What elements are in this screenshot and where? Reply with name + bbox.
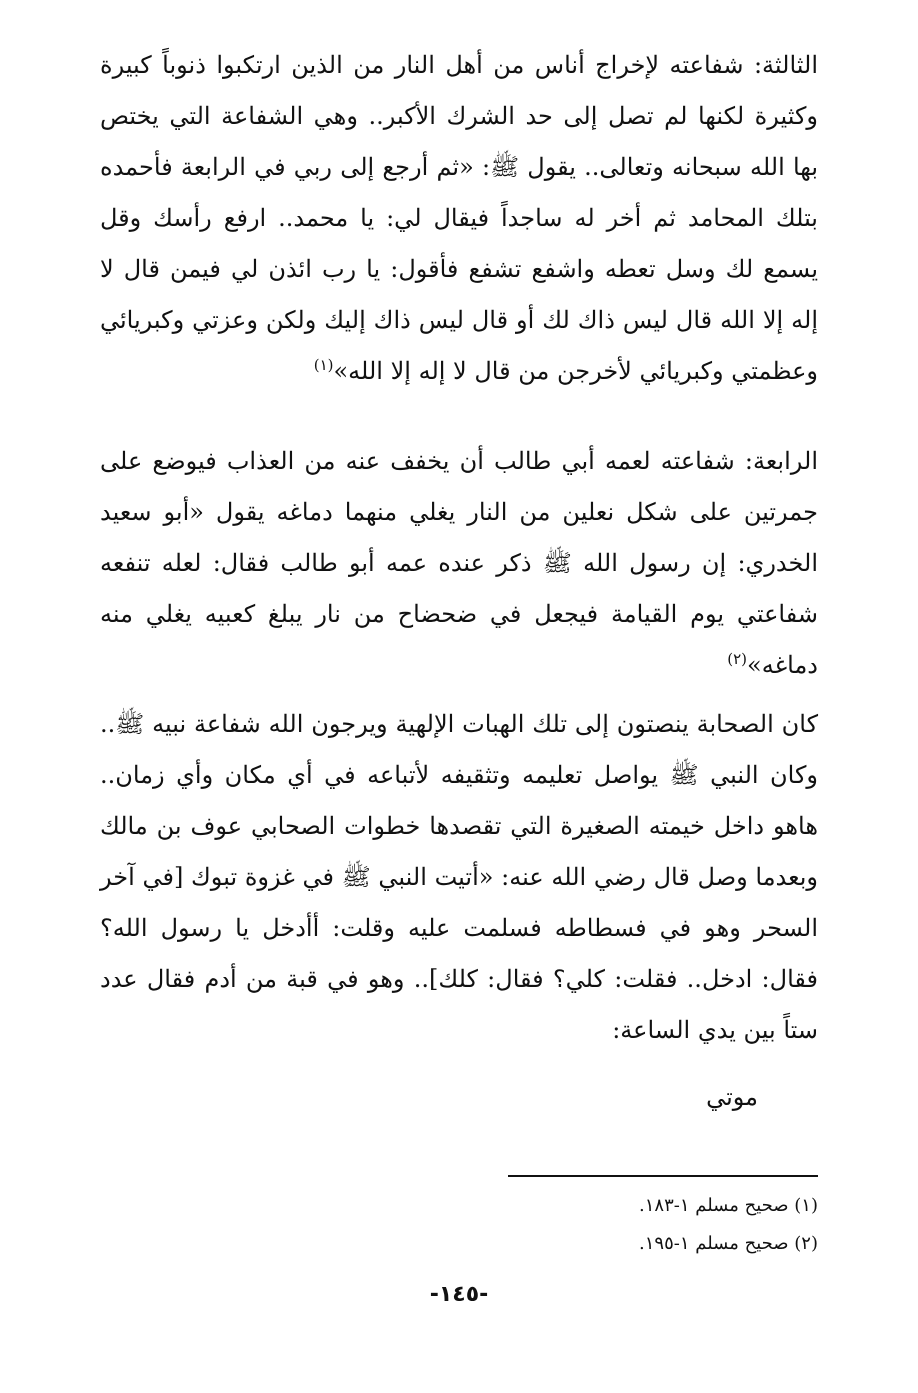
paragraph-fourth-intercession [100, 436, 818, 679]
paragraph-companions [100, 699, 818, 1069]
paragraph-3-text: كان الصحابة ينصتون إلى تلك الهبات الإلهية ويرجون الله شفاعة نبيه ﷺ.. وكان النبي ﷺ يواصل تعليمه وتثقيفه لأتباعه في أي مكان وأي زمان.. هاهو داخل خيمته الصغيرة التي تقصدها خطوات الصحابي عوف بن مالك وبعدما وصل قال رضي الله عنه: «أتيت النبي ﷺ في غزوة تبوك [في آخر السحر وهو في فسطاطه فسلمت عليه وقلت: أأدخل يا رسول الله؟ فقال: ادخل.. فقلت: كلي؟ فقال: كلك].. وهو في قبة من أدم فقال عدد ستاً بين يدي الساعة: [100, 710, 818, 1044]
paragraph-text [100, 436, 818, 691]
footnotes [100, 1187, 818, 1263]
footnote-1: (١) صحيح مسلم ١-١٨٣. [639, 1195, 818, 1216]
footnote-divider [508, 1175, 818, 1177]
paragraph-2-text: الرابعة: شفاعته لعمه أبي طالب أن يخفف عنه من العذاب فيوضع على جمرتين على شكل نعلين من النار يغلي منهما دماغه يقول «أبو سعيد الخدري: إن رسول الله ﷺ ذكر عنده عمه أبو طالب فقال: لعله تنفعه شفاعتي يوم القيامة فيجعل في ضحضاح من نار يبلغ كعبيه يغلي منه دماغه» [100, 447, 818, 679]
footnote-reference-2: (٢) [727, 650, 748, 668]
paragraph-text [100, 40, 818, 397]
list-item-death: موتي [706, 1083, 758, 1111]
paragraph-third-intercession [100, 40, 818, 404]
page-number: -١٤٥- [429, 1282, 489, 1307]
paragraph-1-text: الثالثة: شفاعته لإخراج أناس من أهل النار من الذين ارتكبوا ذنوباً كبيرة وكثيرة لكنها لم تصل إلى حد الشرك الأكبر.. وهي الشفاعة التي يختص بها الله سبحانه وتعالى.. يقول ﷺ: «ثم أرجع إلى ربي في الرابعة فأحمده بتلك المحامد ثم أخر له ساجداً فيقال لي: يا محمد.. ارفع رأسك وقل يسمع لك وسل تعطه واشفع تشفع فأقول: يا رب ائذن لي فيمن قال لا إله إلا الله قال ليس ذاك لك أو قال ليس ذاك إليك ولكن وعزتي وكبريائي وعظمتي وكبريائي لأخرجن من قال لا إله إلا الله» [100, 51, 818, 385]
page-body [100, 40, 818, 1263]
footnote-reference-1: (١) [313, 356, 334, 374]
footnote-2: (٢) صحيح مسلم ١-١٩٥. [639, 1233, 818, 1254]
